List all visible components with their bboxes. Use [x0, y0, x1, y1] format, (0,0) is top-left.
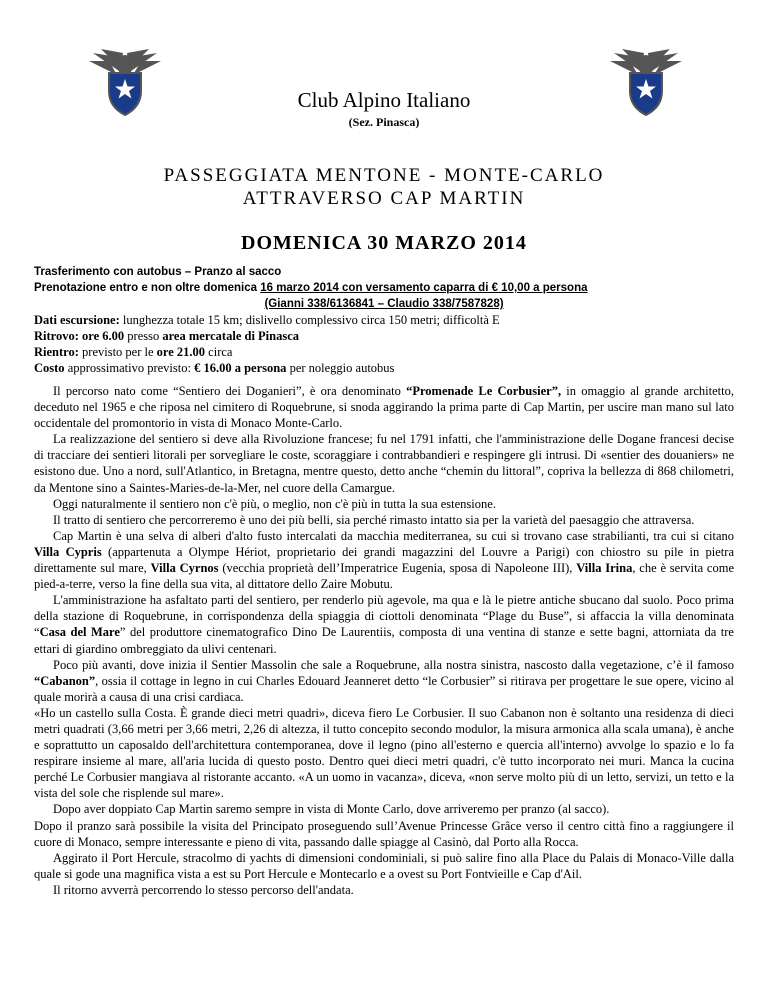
info-block: [34, 264, 734, 376]
transfer-line: Trasferimento con autobus – Pranzo al sacco: [34, 266, 282, 278]
booking-line: Prenotazione entro e non oltre domenica 16 marzo 2014 con versamento caparra di € 10,00 a persona: [34, 282, 588, 294]
ritrovo-line: Ritrovo: ore 6.00 presso area mercatale di Pinasca: [34, 329, 300, 343]
excursion-title: [0, 164, 768, 210]
paragraph: Aggirato il Port Hercule, stracolmo di yachts di dimensioni condominiali, si può salire fino alla Place du Palais di Monaco-Ville dalla quale si gode una magnifica vista a est su Port Hercule e Montecarlo e a ovest su Port Fontvieille e Cap d'Ail.: [34, 850, 734, 881]
excursion-date: DOMENICA 30 MARZO 2014: [241, 232, 527, 254]
paragraph: Il percorso nato come “Sentiero dei Doganieri”, è ora denominato “Promenade Le Corbusier”, in omaggio al grande architetto, deceduto nel 1965 e che riposa nel cimitero di Roquebrune, si snoda aggirando la prima parte di Cap Martin, per uscire man mano sul lato occidentale del promontorio in vista di Monaco Monte-Carlo.: [34, 384, 734, 431]
paragraph: Dopo il pranzo sarà possibile la visita del Principato proseguendo sull’Avenue Princesse Grâce verso il centro città fino a raggiungere il cuore di Monaco, sempre interessante e pieno di vita, passando dalle spiagge al Casinò, dal Porto alla Rocca.: [34, 818, 734, 849]
paragraph: La realizzazione del sentiero si deve alla Rivoluzione francese; fu nel 1791 infatti, che l'amministrazione delle Dogane francesi decise di tracciare dei sentieri litorali per sorvegliare le coste, scoraggiare i contrabbandieri e respingere gli intrusi. Di «sentier des douaniers» ne esistono due. Uno a nord, sull'Atlantico, in Bretagna, mentre questo, detto anche “chemin du littoral”, copriva la bellezza di 868 chilometri, da Mentone sino a Saintes-Maries-de-la-Mer, nel cuore della Camargue.: [34, 432, 734, 495]
description-body: [34, 383, 734, 898]
paragraph: Il ritorno avverrà percorrendo lo stesso percorso dell'andata.: [53, 882, 354, 897]
title-line-1: PASSEGGIATA MENTONE - MONTE-CARLO: [163, 165, 605, 186]
title-line-2: ATTRAVERSO CAP MARTIN: [242, 188, 526, 209]
section-name: (Sez. Pinasca): [348, 115, 420, 129]
club-name: Club Alpino Italiano: [297, 88, 471, 112]
paragraph: Dopo aver doppiato Cap Martin saremo sempre in vista di Monte Carlo, dove arriveremo per pranzo (al sacco).: [53, 802, 610, 817]
paragraph: Cap Martin è una selva di alberi d'alto fusto intercalati da macchia mediterranea, su cui si trovano case strabilianti, tra cui si citano Villa Cypris (appartenuta a Olympe Hériot, proprietario dei grandi magazzini del Louvre a Parigi) con chiostro su pile in pietra direttamente sul mare, Villa Cyrnos (vecchia proprietà dell’Imperatrice Eugenia, sposa di Napoleone III), Villa Irina, che è servita come pied-a-terre, verso la fine della sua vita, al dittatore dello Zaire Mobutu.: [34, 528, 734, 592]
costo-line: Costo approssimativo previsto: € 16.00 a persona per noleggio autobus: [34, 361, 395, 375]
paragraph: Oggi naturalmente il sentiero non c'è più, o meglio, non c'è più in tutta la sua estensione.: [53, 496, 496, 511]
paragraph: Il tratto di sentiero che percorreremo è uno dei più belli, sia perché rimasto intatto sia per la varietà del paesaggio che attraversa.: [53, 512, 695, 527]
contacts-line: (Gianni 338/6136841 – Claudio 338/7587828): [264, 298, 504, 310]
paragraph: L'amministrazione ha asfaltato parti del sentiero, per renderlo più agevole, ma qua e là le pietre antiche sbucano dal suolo. Poco prima della stazione di Roquebrune, in corrispondenza della spiaggia di ciottoli denominata “Plage du Buse”, si affaccia la villa denominata “Casa del Mare” del produttore cinematografico Dino De Laurentiis, composta di una ventina di stanze e sette bagni, attorniata da tre ettari di giardino ombreggiato da ulivi centenari.: [34, 593, 734, 656]
dati-line: Dati escursione: lunghezza totale 15 km; dislivello complessivo circa 150 metri; difficoltà E: [34, 313, 500, 327]
paragraph: Poco più avanti, dove inizia il Sentier Massolin che sale a Roquebrune, alla nostra sinistra, nascosto dalla vegetazione, c’è il famoso “Cabanon”, ossia il cottage in legno in cui Charles Edouard Jeanneret detto “le Corbusier” si ritirava per progettare le sue opere, vicino al quale morirà a causa di una crisi cardiaca.: [34, 657, 734, 704]
paragraph: «Ho un castello sulla Costa. È grande dieci metri quadri», diceva fiero Le Corbusier. Il suo Cabanon non è soltanto una residenza di dieci metri quadrati (3,66 metri per 3,66 metri, 2,26 di altezza, il tutto concepito secondo modulor, la misura armonica alla scala umana), è anche e soprattutto un caposaldo dell'architettura contemporanea, dove il legno (pino all'esterno e quercia all'interno) avvolge lo spazio e lo fa respirare insieme al mare, all'aria lucida di questo posto. Dentro quei dieci metri quadri, c'è tutto incorporato nei muri. Manca la cucina perché Le Corbusier mangiava al ristorante accanto. «A un uomo in vacanza», diceva, «non serve molto più di un letto, servizi, un tetto e la vista del sole che risplende sul mare».: [34, 705, 734, 801]
rientro-line: Rientro: previsto per le ore 21.00 circa: [34, 345, 233, 359]
booking-deadline: 16 marzo 2014 con versamento caparra di € 10,00 a persona: [260, 282, 588, 294]
